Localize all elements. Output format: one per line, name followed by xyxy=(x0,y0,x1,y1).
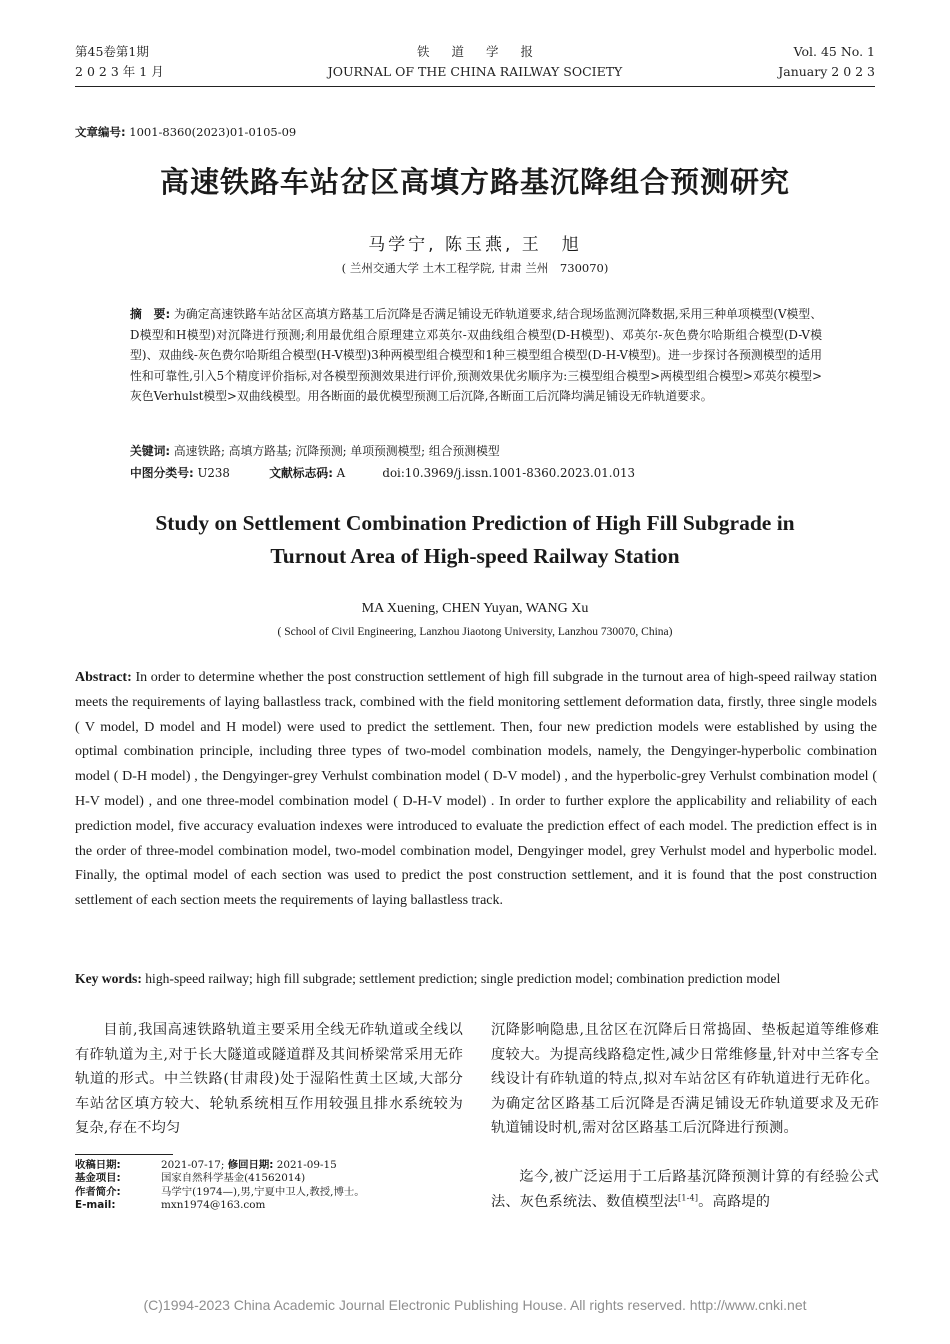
clc-value: U238 xyxy=(197,466,230,480)
title-en-line2: Turnout Area of High-speed Railway Station xyxy=(270,544,680,568)
keywords-en-text: high-speed railway; high fill subgrade; settlement prediction; single prediction model; combination prediction model xyxy=(145,971,781,986)
fund-value: 国家自然科学基金(41562014) xyxy=(161,1172,306,1185)
volume-issue-en: Vol. 45 No. 1 xyxy=(793,44,875,59)
abstract-cn-label: 摘 要: xyxy=(130,307,171,321)
citation: [1-4] xyxy=(678,1192,699,1202)
clc-label: 中图分类号: xyxy=(130,466,194,480)
title-en-line1: Study on Settlement Combination Prediction of High Fill Subgrade in xyxy=(155,511,795,535)
journal-name-en: JOURNAL OF THE CHINA RAILWAY SOCIETY xyxy=(327,64,623,79)
footnote-dates xyxy=(75,1159,463,1172)
footnote-author xyxy=(75,1186,463,1199)
affiliation-en: ( School of Civil Engineering, Lanzhou Jiaotong University, Lanzhou 730070, China) xyxy=(277,626,673,638)
header-rule xyxy=(75,86,875,87)
email-value: mxn1974@163.com xyxy=(161,1199,266,1212)
volume-issue: 第45卷第1期 xyxy=(75,44,149,59)
title-cn: 高速铁路车站岔区高填方路基沉降组合预测研究 xyxy=(159,165,790,199)
affiliation-cn: ( 兰州交通大学 土木工程学院, 甘肃 兰州 730070) xyxy=(341,261,609,275)
keywords-cn xyxy=(130,441,822,461)
body-column-right-para2 xyxy=(491,1165,879,1214)
footnote xyxy=(75,1159,463,1213)
abstract-en: Abstract: In order to determine whether the post construction settlement of high fill subgrade in the turnout area of high-speed railway station meets the requirements of laying ballastless track, combined with the field monitoring settlement deformation data, firstly, three single models ( V model, D model and H model) were used to predict the settlement. Then, four new prediction models were established by using the optimal combination principle, including three types of two-model combination models, namely, the Dengyinger-hyperbolic combination model ( D-H model) , the Dengyinger-grey Verhulst combination model ( D-V model) , and the hyperbolic-grey Verhulst combination model ( H-V model) , and one three-model combination model ( D-H-V model) . In order to further explore the applicability and reliability of each prediction model, five accuracy evaluation indexes were introduced to evaluate the prediction effect of each model. The prediction effect is in the order of three-model combination model, two-model combination model, Dengyinger model, grey Verhulst model and hyperbolic model. Finally, the optimal model of each section was used to predict the post construction settlement, and it is found that the post construction settlement of each section meets the requirements of laying ballastless track. xyxy=(75,670,877,909)
title-en xyxy=(0,507,950,573)
abstract-en-text: In order to determine whether the post construction settlement of high fill subgrade in the turnout area of high-speed railway station meets the requirements of laying ballastless track, combined with the field monitoring settlement deformation data, firstly, three single models ( V model, D model and H model) were used to predict the settlement. Then, four new prediction models were established by using the optimal combination principle, including three types of two-model combination models, namely, the Dengyinger-hyperbolic combination model ( D-H model) , the Dengyinger-grey Verhulst combination model ( D-V model) , and the hyperbolic-grey Verhulst combination model ( H-V model) , and one three-model combination model ( D-H-V model) . In order to further explore the applicability and reliability of each prediction model, five accuracy evaluation indexes were introduced to evaluate the prediction effect of each model. The prediction effect is in the order of three-model combination model, two-model combination model, Dengyinger model, grey Verhulst model and hyperbolic model. Finally, the optimal model of each section was used to predict the post construction settlement, and it is found that the post construction settlement of each section meets the requirements of laying ballastless track. xyxy=(75,670,877,909)
footnote-email xyxy=(75,1199,463,1212)
body-column-left: 目前,我国高速铁路轨道主要采用全线无砟轨道或全线以有砟轨道为主,对于长大隧道或隧道群及其间桥梁常采用无砟轨道的形式。中兰铁路(甘肃段)处于湿陷性黄土区域,大部分车站岔区填方较大、轮轨系统相互作用较强且排水系统较为复杂,存在不均匀 xyxy=(75,1022,463,1136)
article-number-label: 文章编号: xyxy=(75,125,126,139)
keywords-en-label: Key words xyxy=(75,971,138,986)
para2-tail: 。高路堤的 xyxy=(698,1193,771,1210)
received-label: 收稿日期: xyxy=(75,1159,121,1171)
abstract-en-label: Abstract xyxy=(75,670,128,685)
article-number xyxy=(75,124,296,140)
author-bio: 马学宁(1974—),男,宁夏中卫人,教授,博士。 xyxy=(161,1185,365,1198)
authors-en: MA Xuening, CHEN Yuyan, WANG Xu xyxy=(361,601,589,616)
footnote-fund xyxy=(75,1172,463,1185)
keywords-cn-text: 高速铁路; 高填方路基; 沉降预测; 单项预测模型; 组合预测模型 xyxy=(173,444,500,458)
revised-label: 修回日期: xyxy=(227,1159,274,1171)
publication-date-cn: 2023年1月 xyxy=(75,64,168,79)
journal-name-cn: 铁道学报 xyxy=(416,44,555,59)
authors-cn: 马学宁, 陈玉燕, 王 旭 xyxy=(368,235,582,255)
article-number-value: 1001-8360(2023)01-0105-09 xyxy=(129,125,297,139)
email-label: E-mail: xyxy=(75,1199,116,1212)
abstract-cn-text: 为确定高速铁路车站岔区高填方路基工后沉降是否满足铺设无砟轨道要求,结合现场监测沉降数据,采用三种单项模型(V模型、D模型和H模型)对沉降进行预测;利用最优组合原理建立邓英尔-双曲线组合模型(D-H模型)、邓英尔-灰色费尔哈斯组合模型(D-V模型)、双曲线-灰色费尔哈斯组合模型(H-V模型)3种两模型组合模型和1种三模型组合模型(D-H-V模型)。进一步探讨各预测模型的适用性和可靠性,引入5个精度评价指标,对各模型预测效果进行评价,预测效果优劣顺序为:三模型组合模型>两模型组合模型>邓英尔模型>灰色Verhulst模型>双曲线模型。用各断面的最优模型预测工后沉降,各断面工后沉降均满足铺设无砟轨道要求。 xyxy=(130,307,823,403)
keywords-cn-label: 关键词: xyxy=(130,444,171,458)
cnki-watermark: (C)1994-2023 China Academic Journal Electronic Publishing House. All rights reserved. http://www.cnki.net xyxy=(143,1297,807,1313)
para2-text: 迄今,被广泛运用于工后路基沉降预测计算的有经验公式法、灰色系统法、数值模型法 xyxy=(491,1169,879,1210)
body-column-right-para1: 沉降影响隐患,且岔区在沉降后日常捣固、垫板起道等维修难度较大。为提高线路稳定性,减少日常维修量,针对中兰客专全线设计有砟轨道的特点,拟对车站岔区有砟轨道进行无砟化。为确定岔区路基工后沉降是否满足铺设无砟轨道要求及无砟轨道铺设时机,需对岔区路基工后沉降进行预测。 xyxy=(491,1022,879,1136)
keywords-en: Key words: high-speed railway; high fill subgrade; settlement prediction; single prediction model; combination prediction model xyxy=(75,971,781,986)
author-bio-label: 作者简介: xyxy=(75,1185,121,1198)
doc-code-label: 文献标志码: xyxy=(269,466,333,480)
running-header-right xyxy=(778,42,875,82)
abstract-cn xyxy=(130,304,822,407)
received-date: 2021-07-17; xyxy=(161,1159,225,1171)
fund-label: 基金项目: xyxy=(75,1172,121,1185)
doi: doi:10.3969/j.issn.1001-8360.2023.01.013 xyxy=(382,466,636,480)
revised-date: 2021-09-15 xyxy=(276,1159,337,1171)
doc-code-value: A xyxy=(336,466,346,480)
publication-date-en: January 2 0 2 3 xyxy=(778,64,875,79)
footnote-rule xyxy=(75,1154,173,1155)
classification-row xyxy=(130,463,822,483)
